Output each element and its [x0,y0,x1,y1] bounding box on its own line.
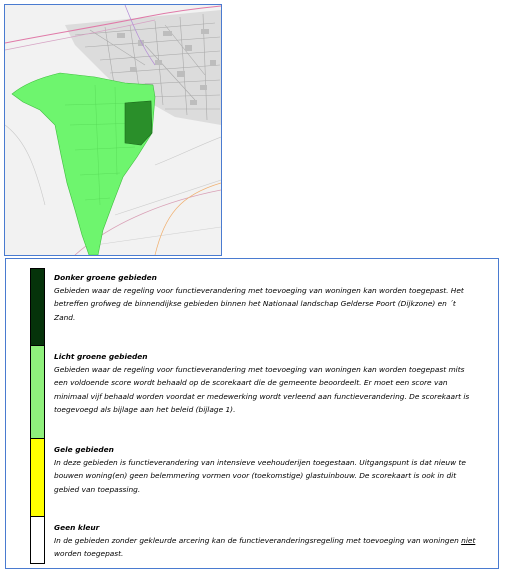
legend-line [54,534,494,547]
legend-no-color [54,521,494,561]
legend-line: worden toegepast. [54,549,124,559]
map [5,5,221,255]
swatch-light-green [30,345,45,439]
legend-line: gebied van toepassing. [54,484,141,494]
legend-description [54,456,494,496]
legend-title: Geen kleur [54,523,100,532]
underlined-word: niet [461,536,476,546]
legend-box [5,258,499,569]
legend-line: In deze gebieden is functieverandering van intensieve veehouderijen toegestaan. Uitgangspunt is dat nieuw te [54,458,466,468]
legend-title: Donker groene gebieden [54,273,157,282]
legend-description [54,534,494,560]
swatch-yellow [30,438,45,517]
legend-title: Licht groene gebieden [54,352,148,361]
legend-line: Zand. [54,312,76,322]
swatch-no-color [30,516,45,564]
legend-line: Gebieden waar de regeling voor functieverandering met toevoeging van woningen kan worden toegepast mits [54,365,465,375]
legend-description [54,284,494,324]
legend-yellow [54,443,494,496]
legend-title: Gele gebieden [54,445,114,454]
legend-line: minimaal vijf behaald worden voordat er medewerking wordt verleend aan functieverandering. De scorekaart is [54,391,470,401]
legend-line: bouwen woning(en) geen belemmering vormen voor (toekomstige) glastuinbouw. De scorekaart is ook in dit [54,471,457,481]
map-frame [4,4,222,256]
legend-line: Gebieden waar de regeling voor functieverandering met toevoeging van woningen kan worden toegepast. Het [54,286,464,296]
legend-description [54,363,494,416]
legend-line: toegevoegd als bijlage aan het beleid (bijlage 1). [54,404,236,414]
legend-line: een voldoende score wordt behaald op de scorekaart die de gemeente beoordeelt. Er moet een score van [54,378,448,388]
legend-light-green [54,350,494,416]
legend-line-text: In de gebieden zonder gekleurde arcering kan de functieveranderingsregeling met toevoeging van woningen [54,536,462,546]
swatch-dark-green [30,268,45,346]
legend-line: betreffen grofweg de binnendijkse gebieden binnen het Nationaal landschap Gelderse Poort (Dijkzone) en ´t [54,299,456,309]
legend-dark-green [54,271,494,324]
